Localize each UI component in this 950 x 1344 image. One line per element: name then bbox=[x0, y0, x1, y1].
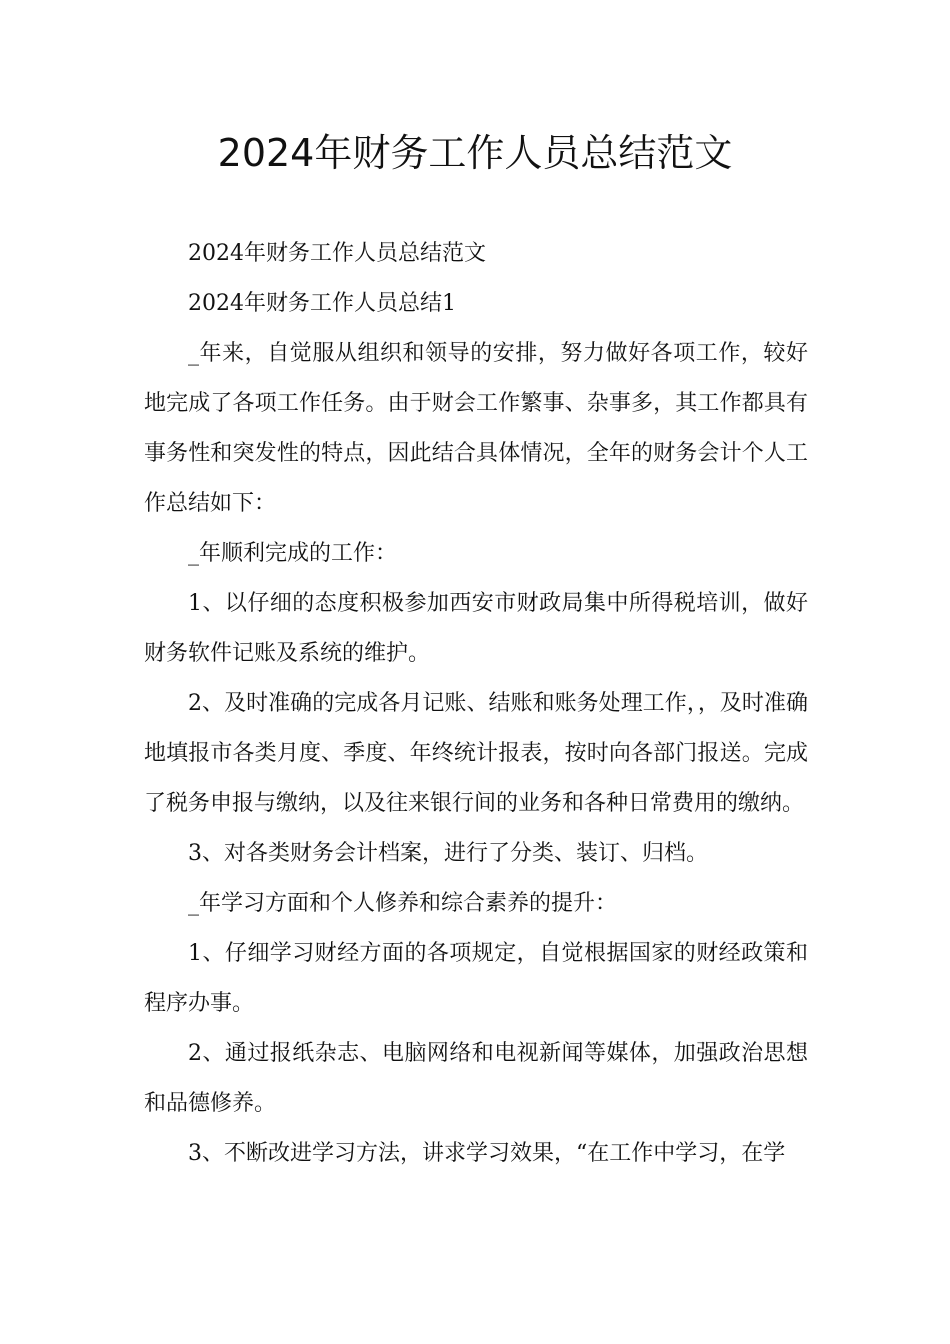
paragraph-doc-title: 2024年财务工作人员总结范文 bbox=[188, 241, 486, 266]
document-body bbox=[144, 229, 808, 1179]
paragraph-completed-work-heading: _年顺利完成的工作： bbox=[188, 541, 398, 566]
paragraph-completed-item-2: 2、及时准确的完成各月记账、结账和账务处理工作，，及时准确地填报市各类月度、季度、年终统计报表，按时向各部门报送。完成了税务申报与缴纳，以及往来银行间的业务和各种日常费用的缴纳。 bbox=[144, 691, 808, 816]
paragraph-completed-item-1: 1、以仔细的态度积极参加西安市财政局集中所得税培训，做好财务软件记账及系统的维护。 bbox=[144, 591, 808, 666]
paragraph-learning-item-2: 2、通过报纸杂志、电脑网络和电视新闻等媒体，加强政治思想和品德修养。 bbox=[144, 1041, 808, 1116]
paragraph-learning-heading: _年学习方面和个人修养和综合素养的提升： bbox=[188, 891, 618, 916]
document-title: 2024年财务工作人员总结范文 bbox=[217, 131, 733, 175]
paragraph-learning-item-1: 1、仔细学习财经方面的各项规定，自觉根据国家的财经政策和程序办事。 bbox=[144, 941, 808, 1016]
paragraph-summary-heading: 2024年财务工作人员总结1 bbox=[188, 291, 456, 316]
paragraph-intro: _年来，自觉服从组织和领导的安排，努力做好各项工作，较好地完成了各项工作任务。由于财会工作繁事、杂事多，其工作都具有事务性和突发性的特点，因此结合具体情况，全年的财务会计个人工作总结如下： bbox=[144, 341, 808, 516]
paragraph-learning-item-3: 3、不断改进学习方法，讲求学习效果，“在工作中学习，在学 bbox=[188, 1141, 786, 1166]
paragraph-completed-item-3: 3、对各类财务会计档案，进行了分类、装订、归档。 bbox=[188, 841, 708, 866]
